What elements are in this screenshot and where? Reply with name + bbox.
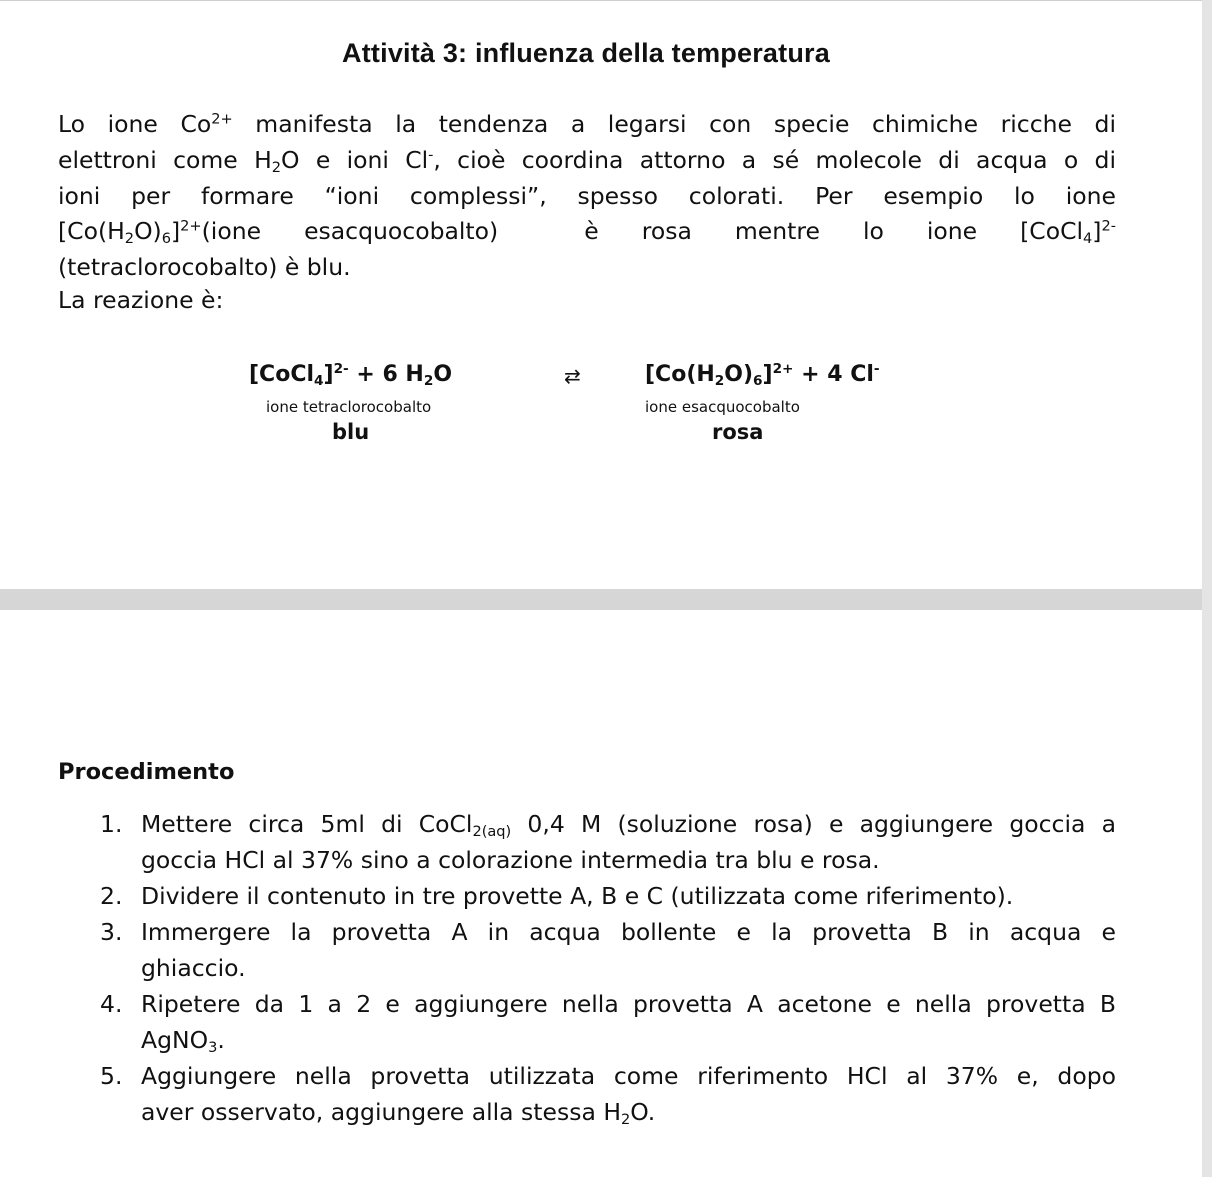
- step-2: 2. Dividere il contenuto in tre provette A, B e C (utilizzata come riferimento).: [100, 882, 1014, 910]
- intro-paragraph: [58, 107, 1116, 286]
- intro-line-2: elettroni come $H_2O$ e ioni Cl-, cioè coordina attorno a sé molecole di acqua o di: [58, 145, 1117, 176]
- intro-line-4: $[Co(H_2O)_6]^{2+}(ione$ esacquocobalto) è rosa mentre lo ione [CoCl$_4$]$^{2-}$: [58, 217, 1116, 248]
- page-edge: [1202, 0, 1212, 1177]
- label-tetrachlorocobalt: ione tetraclorocobalto: [266, 398, 432, 416]
- equation-products: $[Co(H_2O)_6]^{2+} + 4$ Cl-: [645, 360, 880, 389]
- page-title: Attività 3: influenza della temperatura: [342, 38, 830, 68]
- step-4: 4. Ripetere da 1 a 2 e aggiungere nella provetta A acetone e nella provetta B AgNO$_3$.: [100, 990, 1116, 1057]
- step-5: 5. Aggiungere nella provetta utilizzata come riferimento HCl al 37% e, dopo aver osservato, aggiungere alla stessa $H_2O$.: [100, 1062, 1116, 1129]
- step-1: 1. Mettere circa 5ml di CoCl$_{2(aq)}$ 0,4 M (soluzione rosa) e aggiungere goccia a goccia HCl al 37% sino a colorazione intermedia tra blu e rosa.: [100, 810, 1116, 874]
- color-pink-label: rosa: [712, 420, 764, 444]
- label-hexaaquacobalt: ione esacquocobalto: [645, 398, 800, 416]
- intro-line-1: Lo ione $Co^{2+}$ manifesta la tendenza a legarsi con specie chimiche ricche di: [58, 110, 1117, 138]
- equilibrium-arrow-icon: ⇄: [564, 364, 581, 388]
- color-blue-label: blu: [332, 420, 370, 444]
- reaction-heading: La reazione è:: [58, 286, 224, 314]
- step-3: 3. Immergere la provetta A in acqua bollente e la provetta B in acqua e ghiaccio.: [100, 918, 1116, 982]
- intro-line-3: ioni per formare “ioni complessi”, spesso colorati. Per esempio lo ione: [58, 181, 1116, 210]
- procedure-steps: [100, 806, 1116, 1130]
- intro-line-5: (tetraclorocobalto) è blu.: [58, 253, 351, 282]
- procedure-heading: Procedimento: [58, 759, 235, 785]
- equation-reactants: [CoCl$_4$]$^{2-}$ + 6 $H_2O$: [249, 360, 453, 389]
